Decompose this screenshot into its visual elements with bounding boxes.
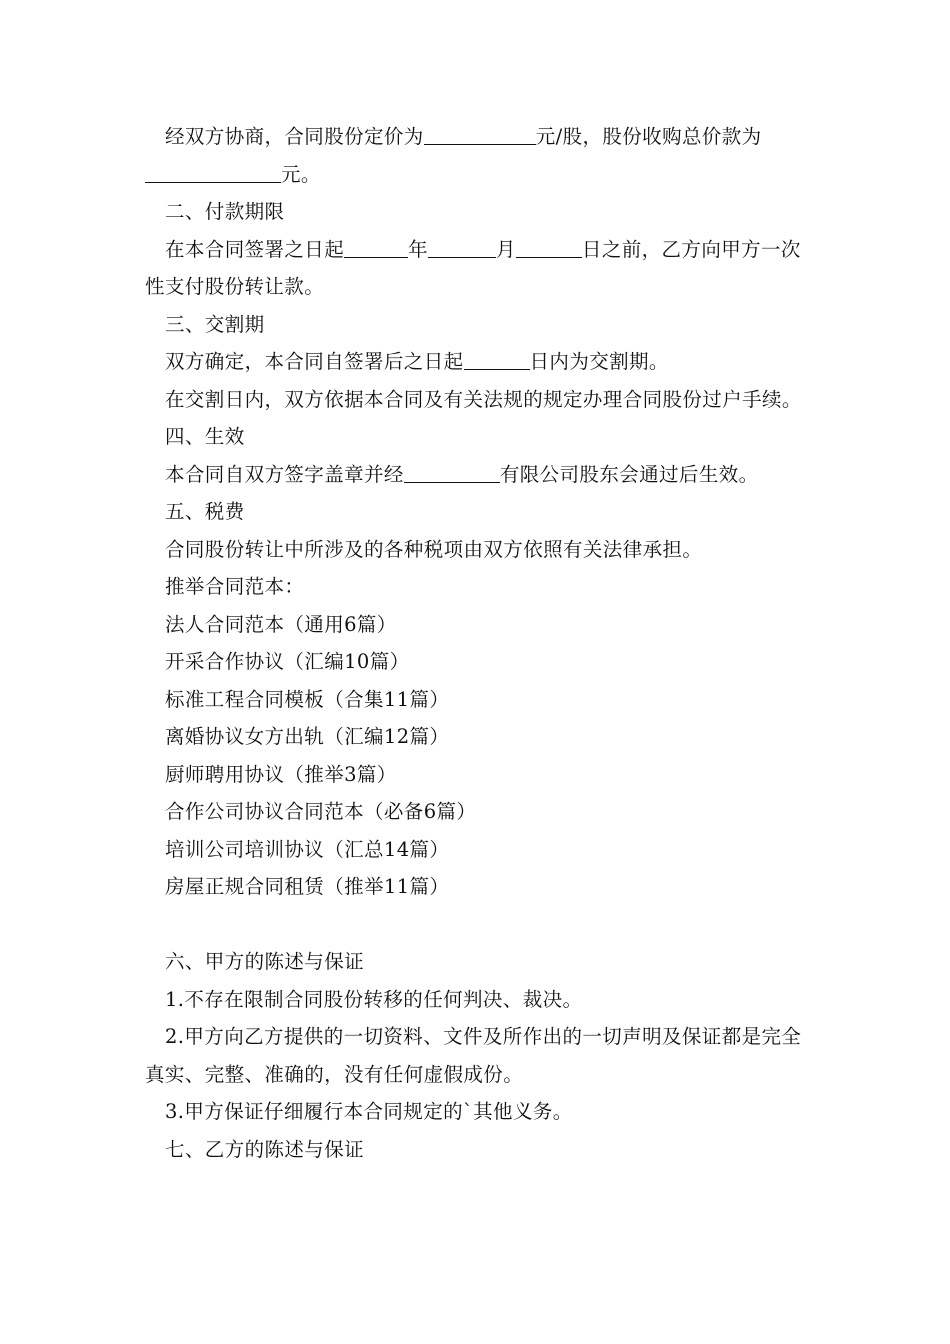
paragraph-effectiveness: 本合同自双方签字盖章并经 有限公司股东会通过后生效。: [145, 456, 815, 494]
paragraph-payment-term: 在本合同签署之日起 年 月 日之前，乙方向甲方一次性支付股份转让款。: [145, 231, 815, 306]
day-blank: [516, 233, 582, 258]
delivery-days-blank: [464, 345, 530, 370]
paragraph-spacer: [145, 906, 815, 944]
price-per-share-blank: [424, 120, 536, 145]
recommended-templates-heading: 推举合同范本：: [165, 575, 305, 598]
party-a-clause-3: 3.甲方保证仔细履行本合同规定的`其他义务。: [165, 1100, 573, 1123]
section-heading-party-b-representations: 七、乙方的陈述与保证: [165, 1137, 365, 1161]
year-blank: [344, 233, 408, 258]
recommended-template-item: 法人合同范本（通用6篇）: [165, 612, 397, 636]
section-heading-effectiveness: 四、生效: [165, 425, 245, 448]
paragraph-price: 经双方协商，合同股份定价为 元/股，股份收购总价款为元。: [145, 118, 815, 193]
month-blank: [428, 233, 496, 258]
paragraph-taxes: 合同股份转让中所涉及的各种税项由双方依照有关法律承担。: [165, 537, 703, 561]
recommended-template-item: 房屋正规合同租赁（推举11篇）: [165, 875, 450, 898]
company-name-blank: [404, 458, 500, 483]
total-price-blank: [145, 158, 281, 183]
section-heading-delivery-period: 三、交割期: [165, 312, 265, 336]
party-a-clause-2: 2.甲方向乙方提供的一切资料、文件及所作出的一切声明及保证都是完全真实、完整、准确的，没有任何虚假成份。: [145, 1025, 802, 1086]
document-body: [145, 118, 815, 1168]
recommended-template-item: 离婚协议女方出轨（汇编12篇）: [165, 725, 450, 748]
recommended-template-item: 厨师聘用协议（推举3篇）: [165, 762, 397, 786]
section-heading-party-a-representations: 六、甲方的陈述与保证: [165, 950, 365, 973]
party-a-clause-1: 1.不存在限制合同股份转移的任何判决、裁决。: [165, 987, 583, 1011]
recommended-template-item: 开采合作协议（汇编10篇）: [165, 650, 410, 673]
section-heading-taxes: 五、税费: [165, 500, 245, 523]
paragraph-transfer-procedure: 在交割日内，双方依据本合同及有关法规的规定办理合同股份过户手续。: [165, 387, 802, 411]
section-heading-payment-term: 二、付款期限: [165, 200, 285, 223]
recommended-template-item: 培训公司培训协议（汇总14篇）: [165, 837, 450, 861]
paragraph-delivery-period: 双方确定，本合同自签署后之日起 日内为交割期。: [145, 343, 815, 381]
recommended-template-item: 标准工程合同模板（合集11篇）: [165, 687, 450, 711]
recommended-template-item: 合作公司协议合同范本（必备6篇）: [165, 800, 477, 823]
